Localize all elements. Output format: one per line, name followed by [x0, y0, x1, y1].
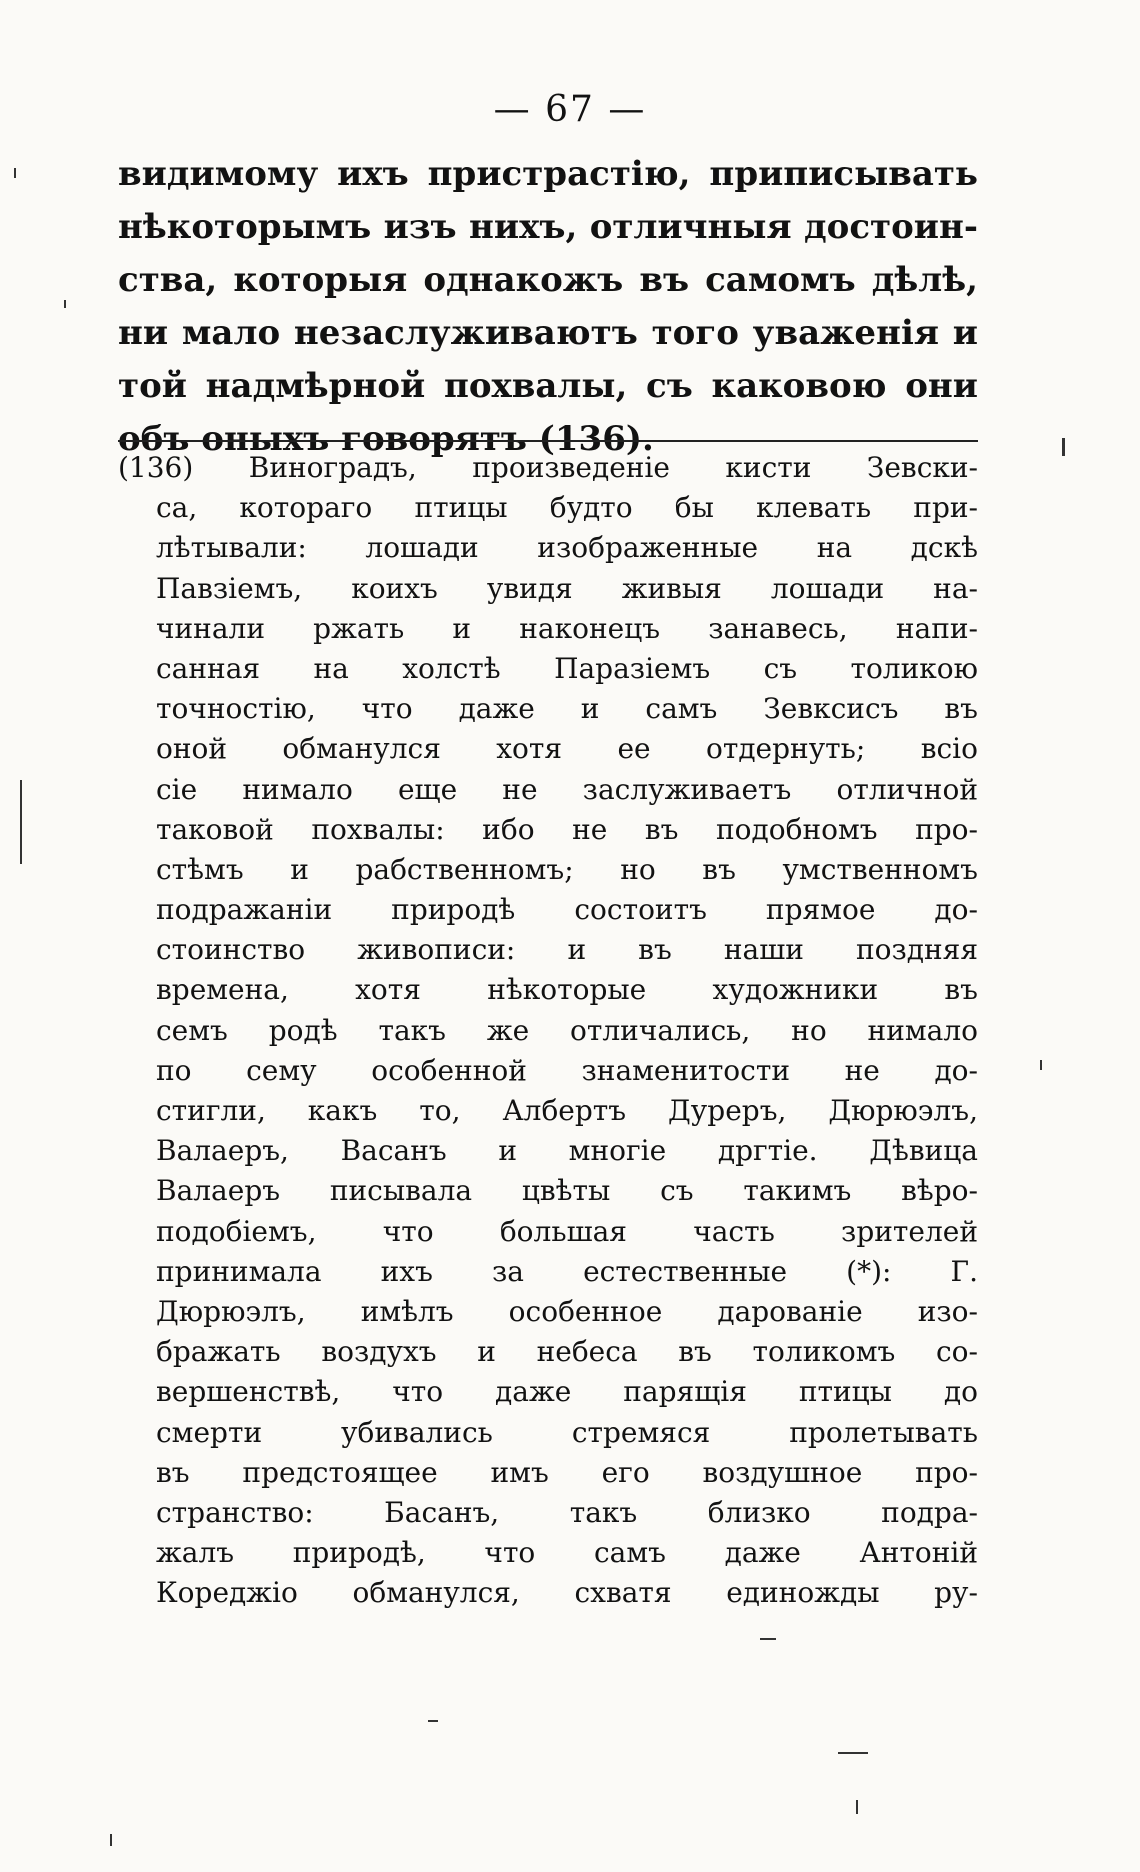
footnote-line: подражаніи природѣ состоитъ прямое до- [156, 893, 978, 927]
speck-mark [14, 168, 16, 178]
footnote-line: принимала ихъ за естественные (*): Г. [156, 1254, 978, 1288]
footnote-line: времена, хотя нѣкоторые художники въ [156, 973, 978, 1007]
footnote-line: Павзіемъ, коихъ увидя живыя лошади на- [156, 571, 978, 605]
footnote-line: стигли, какъ то, Албертъ Дурeръ, Дюрюэлъ, [156, 1094, 978, 1127]
main-text-line: нѣкоторымъ изъ нихъ, отличныя достоин- [118, 207, 978, 247]
footnote-line: Валаеръ писывала цвѣты съ такимъ вѣро- [156, 1174, 978, 1208]
footnote-line: таковой похвалы: ибо не въ подобномъ про- [156, 812, 978, 846]
footnote-line: смерти убивались стремяся пролетывать [156, 1415, 978, 1449]
footnote-line: (136) Виноградъ, произведеніе кисти Зевски- [118, 451, 978, 484]
footnote-line: семъ родѣ такъ же отличались, но нимало [156, 1013, 978, 1047]
footnote-line: оной обманулся хотя ее отдернуть; всіо [156, 732, 978, 766]
footnote-divider [118, 440, 978, 442]
footnote-line: са, котораго птицы будто бы клевать при- [156, 491, 978, 525]
footnote-line: Дюрюэлъ, имѣлъ особенное дарованіе изо- [156, 1294, 978, 1328]
footnote-line: жалъ природѣ, что самъ даже Антоній [156, 1536, 978, 1570]
footnote-line: вершенствѣ, что даже парящія птицы до [156, 1375, 978, 1409]
main-text-line: видимому ихъ пристрастію, приписывать [118, 154, 978, 194]
speck-mark [428, 1720, 438, 1722]
footnote-line: Кореджіо обманулся, схватя единожды ру- [156, 1576, 978, 1610]
footnote-line: стѣмъ и рабственномъ; но въ умственномъ [156, 852, 978, 886]
speck-mark [760, 1638, 776, 1640]
footnote-line: стоинство живописи: и въ наши поздняя [156, 933, 978, 967]
footnote-line: лѣтывали: лошади изображенные на дскѣ [156, 531, 978, 565]
main-paragraph [118, 148, 978, 466]
footnote-line: сіе нимало еще не заслуживаетъ отличной [156, 772, 978, 806]
main-text-line: той надмѣрной похвалы, съ каковою они [118, 366, 978, 406]
main-text-line: объ оныхъ говорятъ (136). [118, 419, 654, 459]
footnote-line: санная на холстѣ Паразіемъ съ толикою [156, 651, 978, 685]
footnote-line: Валаеръ, Васанъ и многіе дргтіе. Дѣвица [156, 1134, 978, 1168]
speck-mark [110, 1834, 112, 1846]
footnote-line: въ предстоящее имъ его воздушное про- [156, 1455, 978, 1489]
speck-mark [838, 1752, 868, 1754]
footnote-line: странство: Басанъ, такъ близко подра- [156, 1495, 978, 1529]
main-text-line: ни мало незаслуживаютъ того уваженія и [118, 313, 978, 353]
footnote-136 [118, 448, 978, 1613]
footnote-line: бражать воздухъ и небеса въ толикомъ со- [156, 1335, 978, 1369]
page-number: — 67 — [493, 89, 647, 130]
footnote-line: точностію, что даже и самъ Зевксисъ въ [156, 692, 978, 726]
speck-mark [1062, 438, 1065, 456]
speck-mark [856, 1800, 858, 1814]
main-text-line: ства, которыя однакожъ въ самомъ дѣлѣ, [118, 260, 978, 300]
footnote-line: чинали ржать и наконецъ занавесь, напи- [156, 611, 978, 645]
speck-mark [1040, 1060, 1042, 1070]
margin-line-mark [20, 780, 22, 864]
speck-mark [64, 300, 66, 308]
footnote-line: подобіемъ, что большая часть зрителей [156, 1214, 978, 1248]
footnote-line: по сему особенной знаменитости не до- [156, 1053, 978, 1087]
